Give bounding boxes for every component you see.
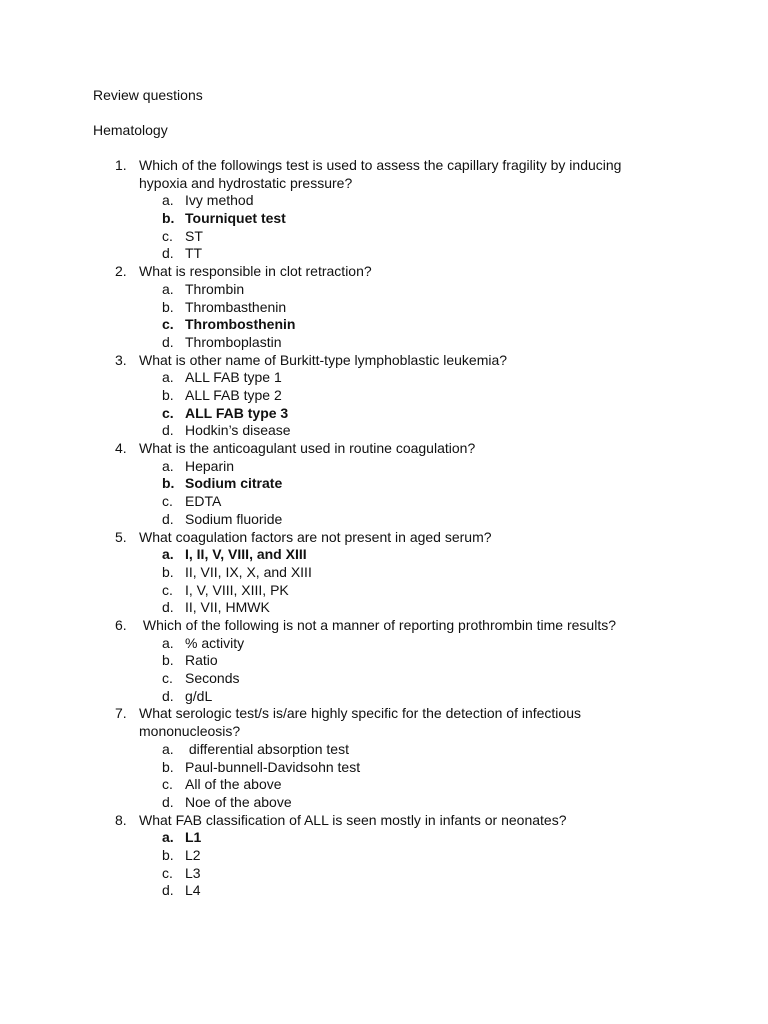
question-item bbox=[0, 812, 768, 900]
section-heading: Hematology bbox=[93, 122, 168, 138]
option-text: Sodium fluoride bbox=[185, 510, 283, 527]
option-letter: c. bbox=[162, 493, 173, 510]
question-row bbox=[0, 352, 768, 370]
option-letter: c. bbox=[162, 581, 173, 598]
option-letter: a. bbox=[162, 457, 174, 474]
option-letter: b. bbox=[162, 652, 174, 669]
option-text: g/dL bbox=[185, 687, 213, 704]
answer-option bbox=[0, 245, 768, 263]
option-letter: b. bbox=[162, 846, 174, 863]
question-text: What serologic test/s is/are highly specific for the detection of infectious mononucleosis? bbox=[139, 705, 585, 740]
question-text: Which of the followings test is used to assess the capillary fragility by inducing hypoxia and hydrostatic pressure? bbox=[139, 157, 626, 191]
question-item bbox=[0, 157, 768, 263]
question-row bbox=[0, 617, 768, 635]
question-item bbox=[0, 529, 768, 617]
question-number: 8. bbox=[115, 811, 127, 828]
option-letter: a. bbox=[162, 369, 174, 386]
option-text: Ivy method bbox=[185, 192, 254, 209]
question-number: 5. bbox=[115, 528, 127, 545]
option-letter: b. bbox=[162, 298, 174, 315]
question-number: 4. bbox=[115, 440, 127, 457]
option-letter: d. bbox=[162, 422, 174, 439]
option-text: L4 bbox=[185, 882, 201, 899]
option-text: II, VII, HMWK bbox=[185, 599, 270, 616]
option-text: ALL FAB type 3 bbox=[185, 404, 289, 421]
question-number: 2. bbox=[115, 263, 127, 280]
option-letter: c. bbox=[162, 864, 173, 881]
option-letter: a. bbox=[162, 192, 174, 209]
question-number: 3. bbox=[115, 351, 127, 368]
answer-option-correct bbox=[0, 475, 768, 493]
question-item bbox=[0, 617, 768, 705]
answer-option bbox=[0, 228, 768, 246]
answer-option-correct bbox=[0, 405, 768, 423]
answer-option bbox=[0, 741, 768, 759]
question-row bbox=[0, 812, 768, 830]
option-letter: d. bbox=[162, 687, 174, 704]
question-row bbox=[0, 157, 768, 192]
question-row bbox=[0, 263, 768, 281]
option-text: Noe of the above bbox=[185, 793, 292, 810]
option-text: L2 bbox=[185, 846, 201, 863]
option-text: TT bbox=[185, 245, 203, 262]
question-text: What is other name of Burkitt-type lymphoblastic leukemia? bbox=[139, 351, 508, 368]
question-text: Which of the following is not a manner of reporting prothrombin time results? bbox=[139, 616, 617, 633]
option-letter: d. bbox=[162, 510, 174, 527]
answer-option bbox=[0, 281, 768, 299]
option-text: Thromboplastin bbox=[185, 333, 282, 350]
answer-option bbox=[0, 865, 768, 883]
option-text: All of the above bbox=[185, 776, 282, 793]
question-row bbox=[0, 705, 768, 740]
option-letter: a. bbox=[162, 829, 174, 846]
answer-option bbox=[0, 776, 768, 794]
option-letter: b. bbox=[162, 563, 174, 580]
answer-option bbox=[0, 670, 768, 688]
answer-option bbox=[0, 882, 768, 900]
option-text: ST bbox=[185, 227, 203, 244]
option-letter: b. bbox=[162, 475, 175, 492]
option-text: Seconds bbox=[185, 670, 240, 687]
answer-option bbox=[0, 652, 768, 670]
option-text: ALL FAB type 1 bbox=[185, 369, 282, 386]
question-text: What FAB classification of ALL is seen mostly in infants or neonates? bbox=[139, 811, 567, 828]
answer-option bbox=[0, 422, 768, 440]
answer-option-correct bbox=[0, 829, 768, 847]
answer-option-correct bbox=[0, 210, 768, 228]
answer-option bbox=[0, 192, 768, 210]
option-letter: a. bbox=[162, 634, 174, 651]
option-text: Thrombasthenin bbox=[185, 298, 287, 315]
option-letter: c. bbox=[162, 316, 174, 333]
answer-option bbox=[0, 564, 768, 582]
option-letter: b. bbox=[162, 387, 174, 403]
question-number: 7. bbox=[115, 705, 127, 722]
option-text: Thrombosthenin bbox=[185, 316, 296, 333]
option-text: differential absorption test bbox=[185, 740, 349, 757]
answer-option bbox=[0, 635, 768, 653]
option-letter: c. bbox=[162, 227, 173, 244]
option-text: Paul-bunnell-Davidsohn test bbox=[185, 758, 361, 775]
document-title: Review questions bbox=[93, 87, 203, 103]
answer-option-correct bbox=[0, 546, 768, 564]
option-letter: a. bbox=[162, 546, 174, 563]
option-text: II, VII, IX, X, and XIII bbox=[185, 563, 312, 580]
answer-option bbox=[0, 847, 768, 865]
question-item bbox=[0, 705, 768, 811]
option-letter: d. bbox=[162, 599, 174, 616]
option-text: EDTA bbox=[185, 493, 222, 510]
answer-option bbox=[0, 387, 768, 405]
question-text: What coagulation factors are not present in aged serum? bbox=[139, 528, 492, 545]
option-text: % activity bbox=[185, 634, 245, 651]
answer-option bbox=[0, 511, 768, 529]
answer-option-correct bbox=[0, 316, 768, 334]
answer-option bbox=[0, 582, 768, 600]
option-letter: b. bbox=[162, 758, 174, 775]
question-item bbox=[0, 352, 768, 440]
question-item bbox=[0, 263, 768, 351]
option-text: L1 bbox=[185, 829, 202, 846]
question-list bbox=[0, 157, 768, 900]
option-letter: c. bbox=[162, 776, 173, 793]
question-text: What is the anticoagulant used in routine coagulation? bbox=[139, 440, 476, 457]
answer-option bbox=[0, 334, 768, 352]
answer-option bbox=[0, 369, 768, 387]
option-letter: d. bbox=[162, 333, 174, 350]
option-letter: c. bbox=[162, 404, 174, 421]
question-number: 1. bbox=[115, 157, 127, 173]
option-text: Ratio bbox=[185, 652, 218, 669]
question-item bbox=[0, 440, 768, 528]
answer-option bbox=[0, 458, 768, 476]
answer-option bbox=[0, 794, 768, 812]
answer-option bbox=[0, 688, 768, 706]
option-text: ALL FAB type 2 bbox=[185, 387, 282, 403]
question-row bbox=[0, 529, 768, 547]
question-number: 6. bbox=[115, 616, 127, 633]
answer-option bbox=[0, 599, 768, 617]
option-text: Hodkin’s disease bbox=[185, 422, 291, 439]
option-text: Tourniquet test bbox=[185, 210, 286, 227]
option-letter: d. bbox=[162, 882, 174, 899]
option-letter: b. bbox=[162, 210, 175, 227]
option-text: Thrombin bbox=[185, 280, 245, 297]
option-letter: a. bbox=[162, 280, 174, 297]
question-row bbox=[0, 440, 768, 458]
option-letter: a. bbox=[162, 740, 174, 757]
option-letter: d. bbox=[162, 793, 174, 810]
option-text: Heparin bbox=[185, 457, 235, 474]
option-letter: c. bbox=[162, 670, 173, 687]
option-text: I, V, VIII, XIII, PK bbox=[185, 581, 289, 598]
option-text: Sodium citrate bbox=[185, 475, 283, 492]
answer-option bbox=[0, 299, 768, 317]
question-text: What is responsible in clot retraction? bbox=[139, 263, 372, 280]
answer-option bbox=[0, 759, 768, 777]
option-letter: d. bbox=[162, 245, 174, 262]
option-text: I, II, V, VIII, and XIII bbox=[185, 546, 307, 563]
option-text: L3 bbox=[185, 864, 201, 881]
answer-option bbox=[0, 493, 768, 511]
